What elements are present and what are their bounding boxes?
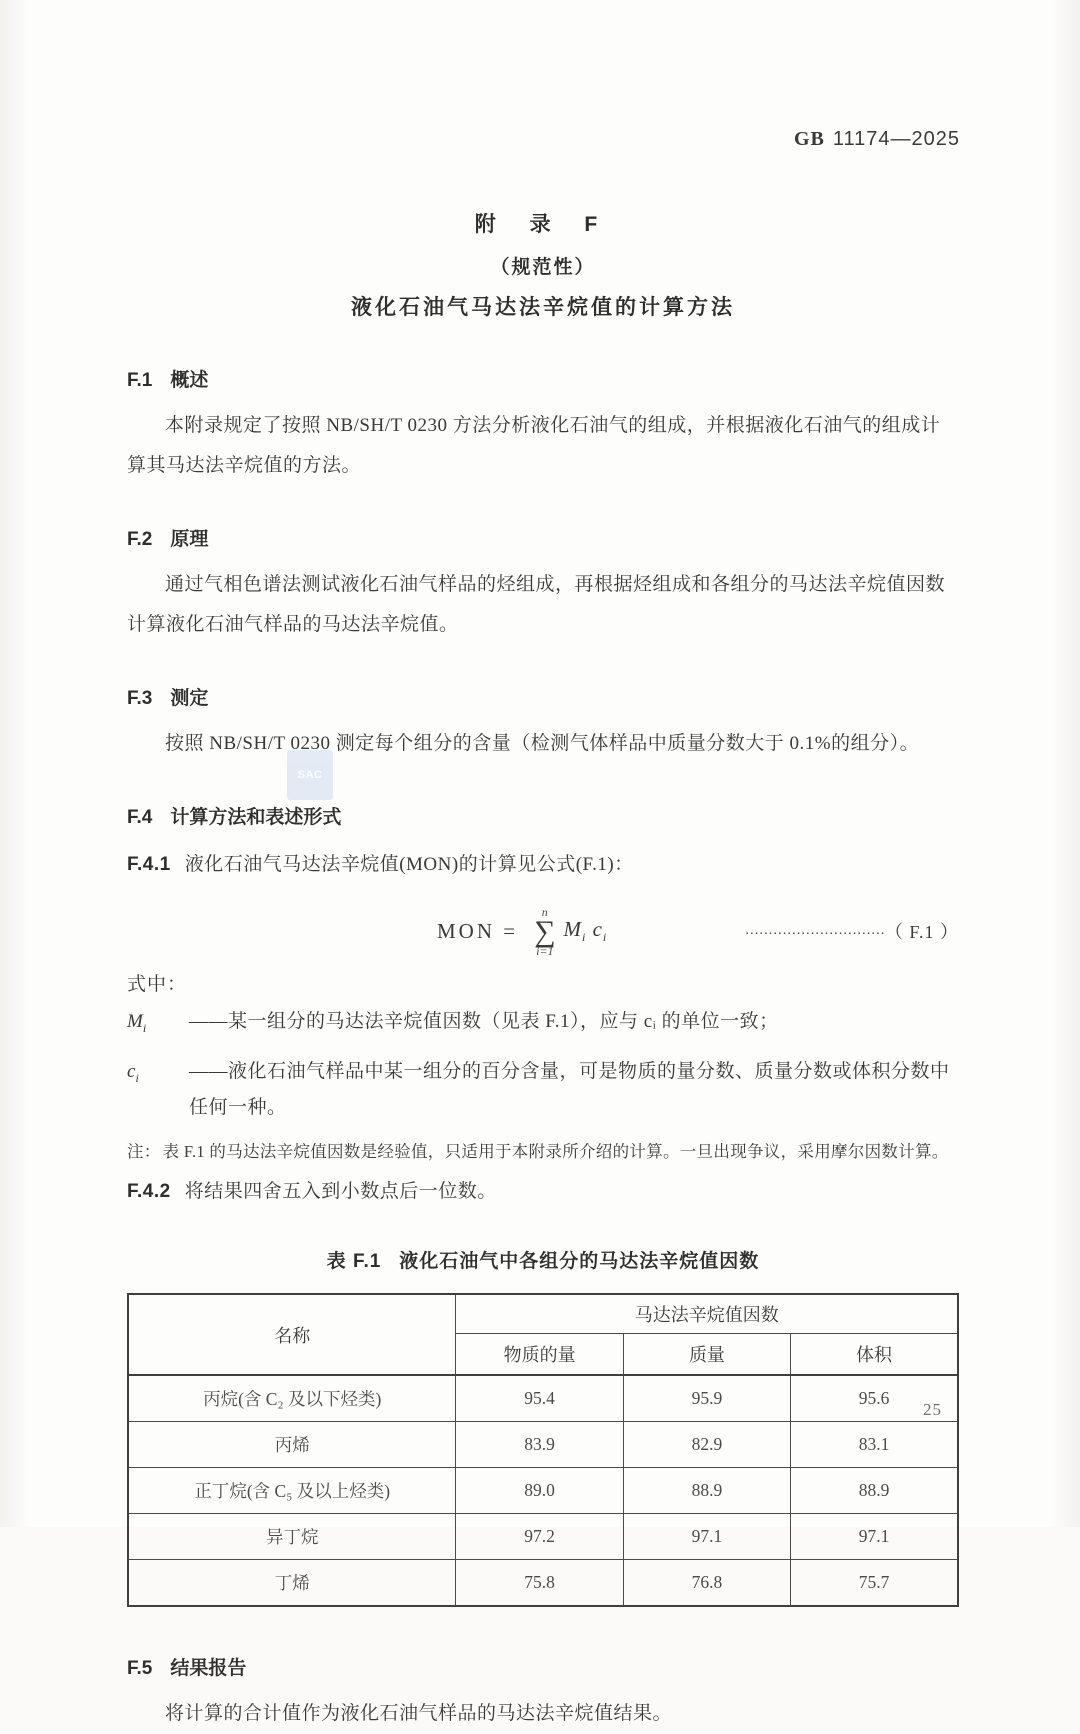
formula-f1: [127, 899, 959, 963]
component-name: 丙烷(含 C₂ 及以下烃类): [128, 1375, 456, 1422]
table-f1: [127, 1293, 959, 1608]
section-f1-heading: [127, 365, 959, 392]
mole-value: 83.9: [456, 1422, 623, 1468]
definition-ci-var: c: [127, 1060, 136, 1082]
summation-lower-limit: i=1: [536, 943, 554, 958]
mole-value: 75.8: [456, 1560, 623, 1607]
clause-f41: [127, 845, 959, 885]
section-f2-title: 原理: [170, 529, 209, 550]
standard-code: 11174—2025: [832, 128, 960, 150]
note-text: 表 F.1 的马达法辛烷值因数是经验值，只适用于本附录所介绍的计算。一旦出现争议，采用摩尔因数计算。: [162, 1141, 949, 1161]
volume-value: 97.1: [791, 1514, 958, 1560]
section-f5-heading: [127, 1653, 959, 1680]
mass-value: 76.8: [623, 1560, 790, 1607]
formula-reference: [745, 918, 959, 944]
definition-ci: [127, 1054, 959, 1126]
where-label: 式中：: [127, 974, 188, 995]
scan-watermark: SAC: [287, 750, 333, 800]
appendix-title-block: [127, 208, 959, 321]
section-f4-number: F.4: [127, 807, 153, 828]
mass-value: 82.9: [623, 1422, 790, 1468]
section-f5-number: F.5: [127, 1658, 153, 1680]
formula-var-c-subscript: i: [602, 930, 608, 945]
definition-mi-subscript: i: [142, 1020, 147, 1035]
formula-lhs: MON =: [437, 918, 519, 943]
table-header-name: 名称: [128, 1294, 456, 1376]
clause-f42: [127, 1172, 959, 1212]
table-row: [128, 1468, 958, 1514]
definition-ci-symbol: [127, 1054, 189, 1126]
table-row: [128, 1375, 958, 1422]
mole-value: 89.0: [456, 1468, 623, 1514]
table-row: [128, 1422, 958, 1468]
component-name: 异丁烷: [128, 1514, 456, 1560]
clause-f42-number: F.4.2: [127, 1180, 171, 1202]
section-f2-number: F.2: [127, 529, 153, 550]
section-f5-title: 结果报告: [170, 1658, 247, 1680]
formula-label: （ F.1 ）: [884, 922, 959, 942]
mole-value: 97.2: [456, 1514, 623, 1560]
section-f1-title: 概述: [170, 370, 209, 391]
mole-value: 95.4: [456, 1375, 623, 1422]
table-header-mole: 物质的量: [456, 1334, 623, 1376]
section-f1-number: F.1: [127, 370, 153, 391]
formula-var-m-subscript: i: [582, 930, 587, 945]
definition-mi-symbol: [127, 1004, 189, 1046]
standard-number-header: [794, 128, 960, 151]
definition-mi-var: M: [127, 1011, 143, 1032]
section-f3-number: F.3: [127, 688, 153, 709]
clause-f42-text: 将结果四舍五入到小数点后一位数。: [184, 1180, 497, 1202]
volume-value: 83.1: [791, 1422, 958, 1468]
clause-f41-number: F.4.1: [127, 854, 171, 875]
table-note: [127, 1138, 959, 1162]
mass-value: 88.9: [623, 1468, 790, 1514]
section-f1-paragraph: 本附录规定了按照 NB/SH/T 0230 方法分析液化石油气的组成，并根据液化石油气的组成计算其马达法辛烷值的方法。: [127, 415, 941, 476]
section-f5-paragraph: 将计算的合计值作为液化石油气样品的马达法辛烷值结果。: [165, 1703, 673, 1725]
summation-symbol: [534, 906, 555, 957]
formula-terms: [564, 917, 608, 945]
table-row: [128, 1514, 958, 1560]
section-f3-paragraph: 按照 NB/SH/T 0230 测定每个组分的含量（检测气体样品中质量分数大于 0.1%的组分）。: [165, 733, 920, 754]
formula-leader-dots: …………………………: [744, 923, 885, 938]
sigma-glyph: ∑: [534, 914, 556, 948]
volume-value: 75.7: [791, 1560, 958, 1607]
definition-ci-subscript: i: [135, 1070, 139, 1085]
appendix-title: 附 录 F: [474, 213, 612, 236]
section-f3-title: 测定: [170, 688, 209, 709]
volume-value: 88.9: [791, 1468, 958, 1514]
mass-value: 97.1: [623, 1514, 790, 1560]
table-header-row-1: [128, 1294, 958, 1334]
section-f2-paragraph: 通过气相色谱法测试液化石油气样品的烃组成，再根据烃组成和各组分的马达法辛烷值因数计算液化石油气样品的马达法辛烷值。: [127, 574, 946, 635]
note-label: 注：: [127, 1141, 161, 1161]
formula-var-m: M: [563, 916, 582, 941]
table-header-mass: 质量: [623, 1334, 790, 1376]
volume-value: 95.6: [791, 1375, 958, 1422]
standard-prefix: GB: [793, 128, 825, 150]
section-f4-heading: [127, 802, 959, 829]
clause-f41-text: 液化石油气马达法辛烷值(MON)的计算见公式(F.1)：: [184, 854, 634, 875]
table-f1-caption-title: 液化石油气中各组分的马达法辛烷值因数: [399, 1250, 760, 1272]
component-name: 正丁烷(含 C₅ 及以上烃类): [128, 1468, 456, 1514]
definition-ci-text: ——液化石油气样品中某一组分的百分含量，可是物质的量分数、质量分数或体积分数中任何一种。: [189, 1060, 950, 1118]
formula-expression: [437, 906, 607, 957]
table-row: [128, 1560, 958, 1607]
table-f1-caption: [127, 1246, 959, 1273]
document-content: [127, 208, 959, 1734]
appendix-subtitle: 液化石油气马达法辛烷值的计算方法: [351, 296, 735, 319]
definition-mi: [127, 1004, 959, 1046]
mass-value: 95.9: [623, 1375, 790, 1422]
page-number: 25: [923, 1400, 942, 1419]
table-header-group: 马达法辛烷值因数: [456, 1294, 958, 1334]
component-name: 丙烯: [128, 1422, 456, 1468]
table-header-volume: 体积: [791, 1334, 958, 1376]
section-f4-title: 计算方法和表述形式: [170, 807, 342, 828]
section-f3-heading: [127, 683, 959, 710]
summation-upper-limit: n: [541, 904, 548, 919]
appendix-normative-label: （规范性）: [490, 257, 596, 278]
component-name: 丁烯: [128, 1560, 456, 1607]
section-f2-heading: [127, 524, 959, 551]
formula-var-c: c: [592, 916, 603, 941]
table-f1-caption-number: 表 F.1: [326, 1250, 382, 1272]
definition-mi-text: ——某一组分的马达法辛烷值因数（见表 F.1），应与 cᵢ 的单位一致；: [189, 1011, 779, 1032]
